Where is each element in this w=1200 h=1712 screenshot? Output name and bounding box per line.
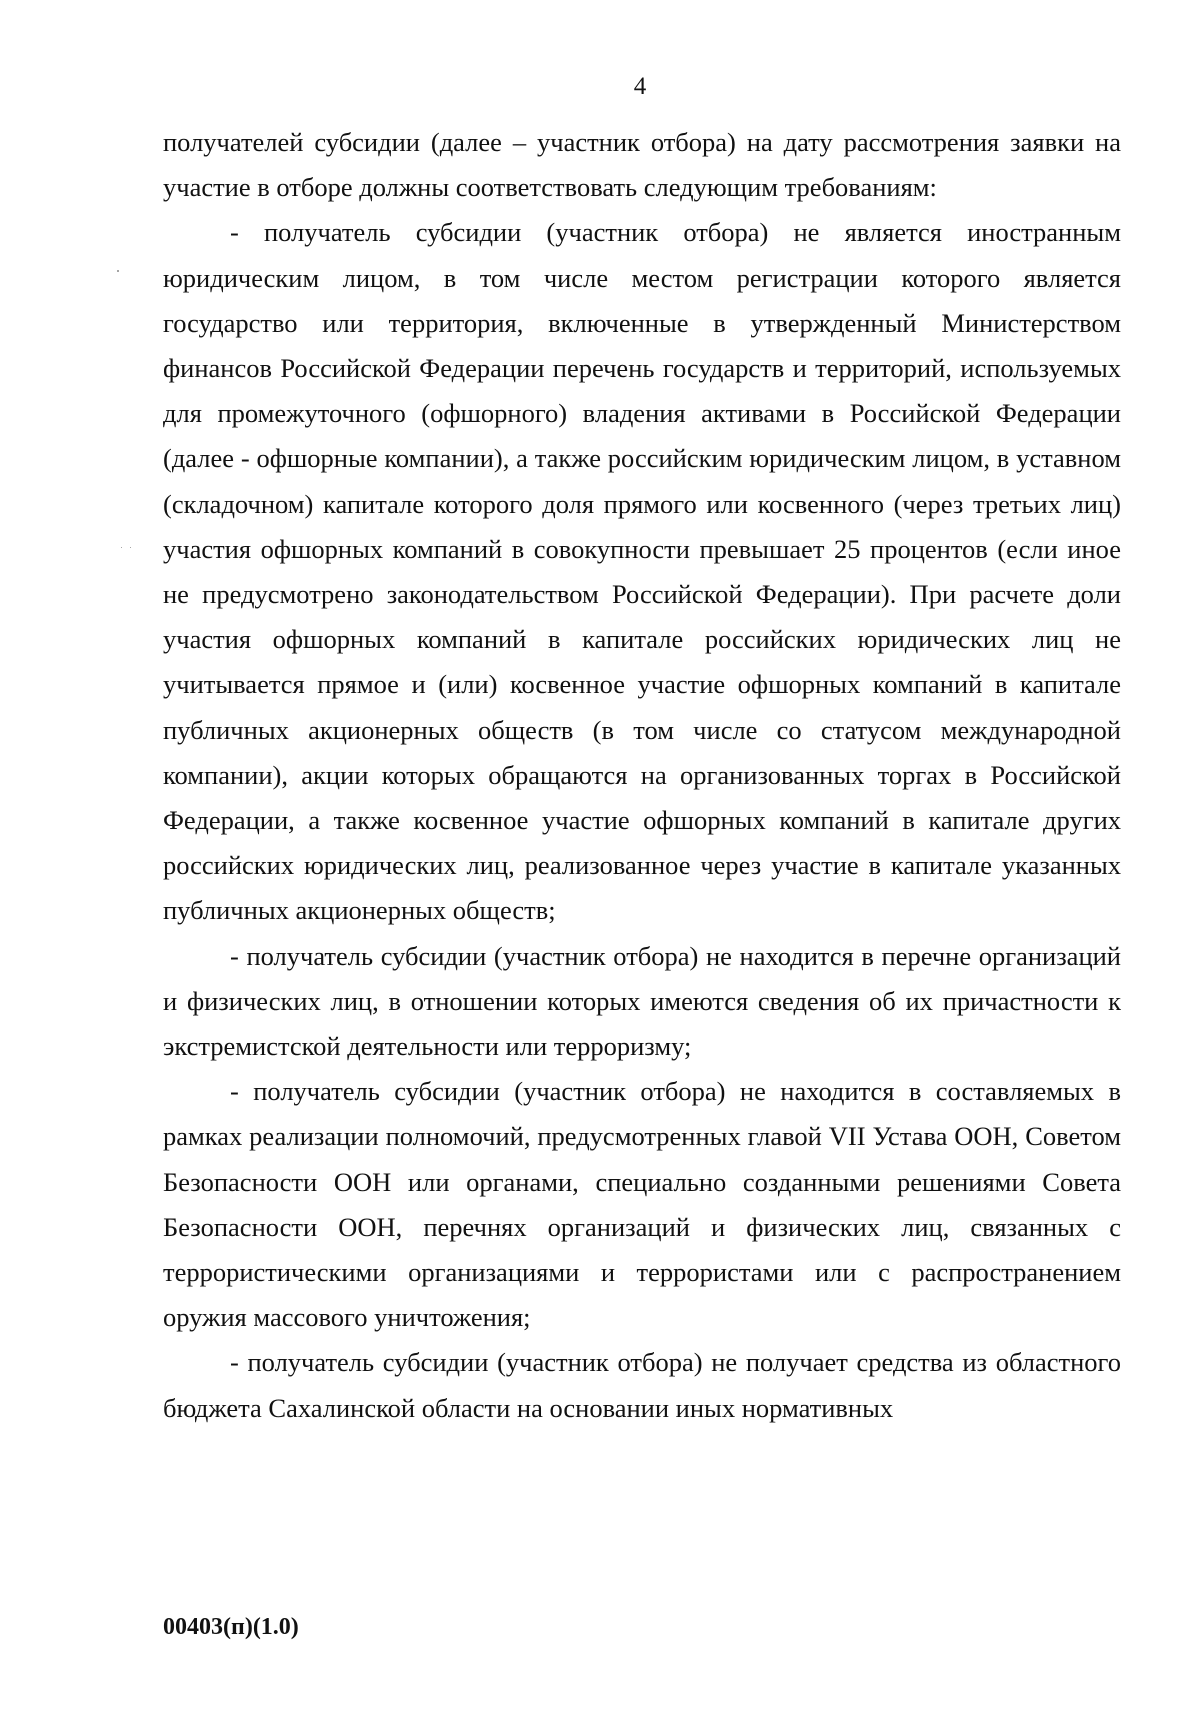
paragraph-intro: получателей субсидии (далее – участник отбора) на дату рассмотрения заявки на участие в отборе должны соответствовать следующим требованиям:	[163, 127, 1121, 203]
paragraph-extremism-requirement: - получатель субсидии (участник отбора) не находится в перечне организаций и физических лиц, в отношении которых имеются сведения об их причастности к экстремистской деятельности или терроризму;	[163, 940, 1121, 1062]
page-number: 4	[633, 73, 647, 100]
scan-speck	[117, 270, 119, 272]
paragraph-un-sanctions-requirement: - получатель субсидии (участник отбора) не находится в составляемых в рамках реализации полномочий, предусмотренных главой VII Устава ООН, Советом Безопасности ООН или органами, специально созданными решениями Совета Безопасности ООН, перечнях организаций и физических лиц, связанных с террористическими организациями и террористами или с распространением оружия массового уничтожения;	[163, 1076, 1121, 1333]
paragraph-budget-funds-requirement: - получатель субсидии (участник отбора) не получает средства из областного бюджета Сахалинской области на основании иных нормативных	[163, 1347, 1121, 1423]
document-footer-code: 00403(п)(1.0)	[163, 1614, 299, 1640]
scan-speck	[121, 547, 122, 548]
document-body	[163, 120, 1121, 1431]
paragraph-offshore-requirement: - получатель субсидии (участник отбора) не является иностранным юридическим лицом, в том числе местом регистрации которого является государство или территория, включенные в утвержденный Министерством финансов Российской Федерации перечень государств и территорий, используемых для промежуточного (офшорного) владения активами в Российской Федерации (далее - офшорные компании), а также российским юридическим лицом, в уставном (складочном) капитале которого доля прямого или косвенного (через третьих лиц) участия офшорных компаний в совокупности превышает 25 процентов (если иное не предусмотрено законодательством Российской Федерации). При расчете доли участия офшорных компаний в капитале российских юридических лиц не учитывается прямое и (или) косвенное участие офшорных компаний в капитале публичных акционерных обществ (в том числе со статусом международной компании), акции которых обращаются на организованных торгах в Российской Федерации, а также косвенное участие офшорных компаний в капитале других российских юридических лиц, реализованное через участие в капитале указанных публичных акционерных обществ;	[163, 217, 1121, 926]
scan-speck	[130, 547, 131, 548]
